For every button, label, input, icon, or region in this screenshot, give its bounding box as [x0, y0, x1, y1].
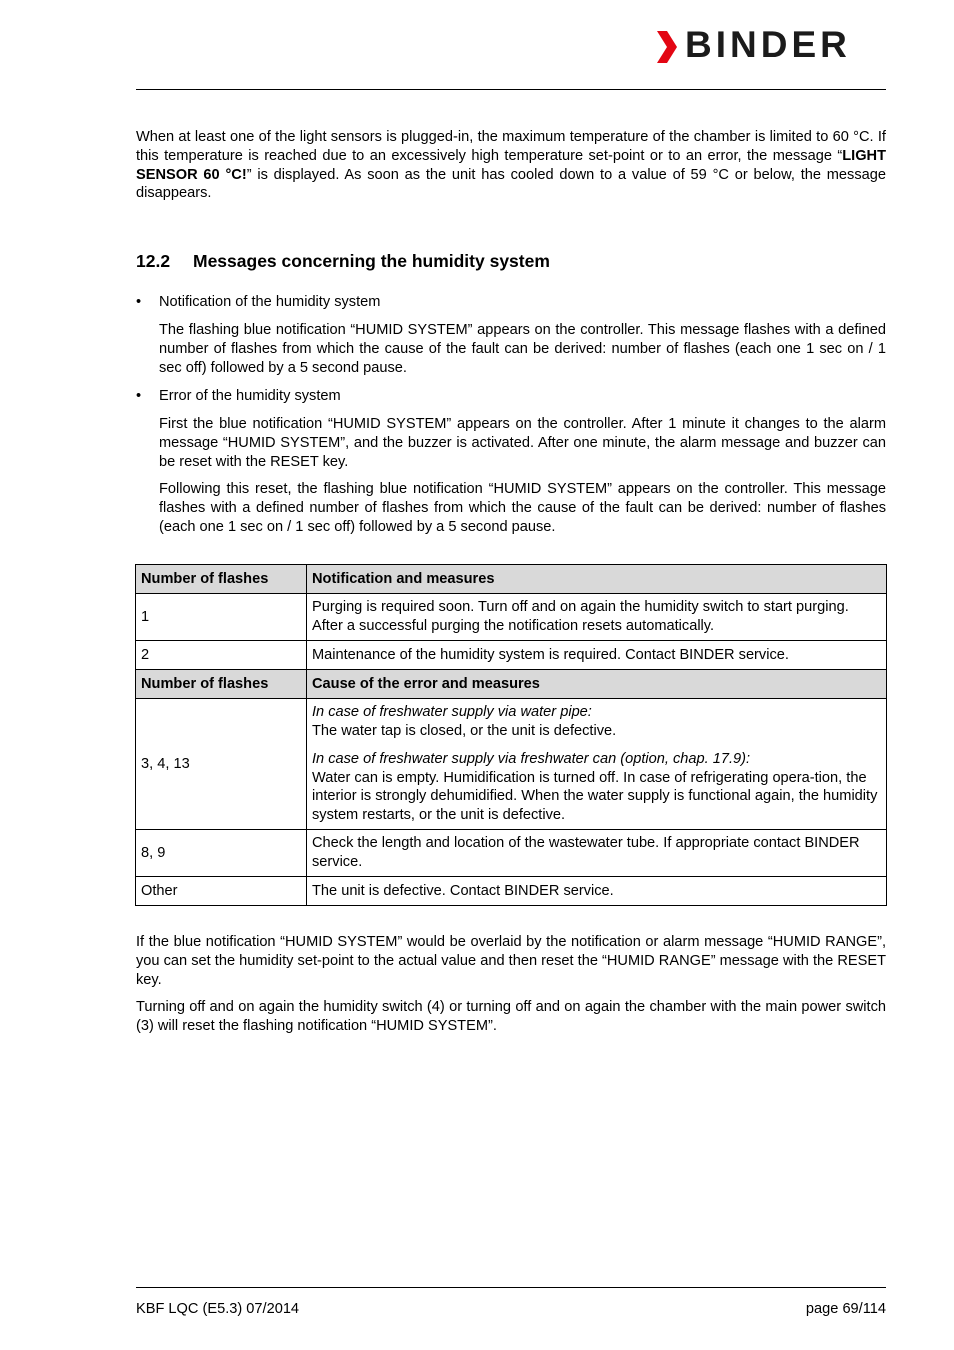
footer-page-number: page 69/114: [805, 1301, 886, 1317]
table-header-row: [136, 670, 887, 699]
flashes-cell: 2: [136, 641, 307, 670]
bullet-paragraph: Following this reset, the flashing blue notification “HUMID SYSTEM” appears on the controller. This message flashes with a defined number of flashes from which the cause of the fault can be derived: number of flashes (each one 1 sec on / 1 sec off) followed by a 5 second pause.: [159, 481, 886, 535]
table-header-cell: Notification and measures: [307, 565, 887, 594]
table-header-row: [136, 565, 887, 594]
measure-cell: Check the length and location of the wastewater tube. If appropriate contact BINDER service.: [307, 830, 887, 877]
table-row: [136, 699, 887, 830]
section-heading: [136, 251, 550, 272]
measure-cell: [307, 699, 887, 830]
table-header-cell: Number of flashes: [136, 670, 307, 699]
bullet-icon: •: [136, 294, 142, 310]
header-rule: [136, 89, 886, 90]
flashes-cell: 8, 9: [136, 830, 307, 877]
footer-document-id: KBF LQC (E5.3) 07/2014: [136, 1301, 300, 1317]
intro-paragraph: [136, 128, 886, 203]
body-paragraph: Turning off and on again the humidity switch (4) or turning off and on again the chamber with the main power switch (3) will reset the flashing notification “HUMID SYSTEM”.: [136, 999, 886, 1034]
intro-bold-message: LIGHT SENSOR 60 °C!: [136, 147, 886, 183]
intro-text-before: When at least one of the light sensors is plugged-in, the maximum temperature of the chamber is limited to 60 °C. If this temperature is reached due to an excessively high temperature set-point or to an error, the message “: [136, 129, 886, 164]
bullet-paragraph: The flashing blue notification “HUMID SYSTEM” appears on the controller. This message flashes with a defined number of flashes from which the cause of the fault can be derived: number of flashes (each one 1 sec on / 1 sec off) followed by a 5 second pause.: [159, 322, 886, 376]
bullet-paragraph: First the blue notification “HUMID SYSTEM” appears on the controller. After 1 minute it changes to the alarm message “HUMID SYSTEM”, and the buzzer is activated. After one minute, the alarm message and buzzer can be reset with the RESET key.: [159, 416, 886, 470]
intro-text-after: ” is displayed. As soon as the unit has cooled down to a value of 59 °C or below, the message disappears.: [136, 166, 886, 202]
binder-logo: [655, 24, 887, 65]
case-title-text: In case of freshwater supply via freshwater can (option, chap. 17.9):: [312, 750, 751, 767]
flashes-cell: Other: [136, 877, 307, 906]
bullet-icon: •: [136, 388, 142, 404]
case-title: [312, 750, 881, 769]
bullet-item: [136, 387, 341, 406]
table-row: [136, 594, 887, 641]
measure-cell: Purging is required soon. Turn off and on again the humidity switch to start purging. After a successful purging the notification resets automatically.: [307, 594, 887, 641]
footer-rule: [136, 1287, 886, 1288]
brand-name: BINDER: [685, 24, 851, 65]
body-paragraph: If the blue notification “HUMID SYSTEM” would be overlaid by the notification or alarm message “HUMID RANGE”, you can set the humidity set-point to the actual value and then reset the “HUMID RANGE” message with the RESET key.: [136, 934, 886, 988]
case-title: [312, 703, 881, 722]
section-title: Messages concerning the humidity system: [193, 251, 550, 271]
table-row: [136, 830, 887, 877]
measure-cell: The unit is defective. Contact BINDER service.: [307, 877, 887, 906]
binder-arrow-icon: [655, 30, 681, 64]
table-header-cell: Number of flashes: [136, 565, 307, 594]
flash-codes-table: [135, 564, 887, 906]
measure-cell: Maintenance of the humidity system is required. Contact BINDER service.: [307, 641, 887, 670]
flashes-cell: 3, 4, 13: [136, 699, 307, 830]
case-title-text: In case of freshwater supply via water pipe:: [312, 704, 592, 721]
bullet-label: Error of the humidity system: [159, 388, 341, 404]
case-text: Water can is empty. Humidification is turned off. In case of refrigerating opera-tion, the interior is strongly dehumidified. When the water supply is functional again, the humidity system restarts, or the unit is defective.: [312, 769, 878, 824]
flashes-cell: 1: [136, 594, 307, 641]
section-number: 12.2: [136, 251, 171, 271]
table-header-cell: Cause of the error and measures: [307, 670, 887, 699]
case-text: The water tap is closed, or the unit is defective.: [312, 722, 617, 739]
table-row: [136, 641, 887, 670]
table-row: [136, 877, 887, 906]
bullet-item: [136, 293, 380, 312]
bullet-label: Notification of the humidity system: [159, 294, 381, 310]
